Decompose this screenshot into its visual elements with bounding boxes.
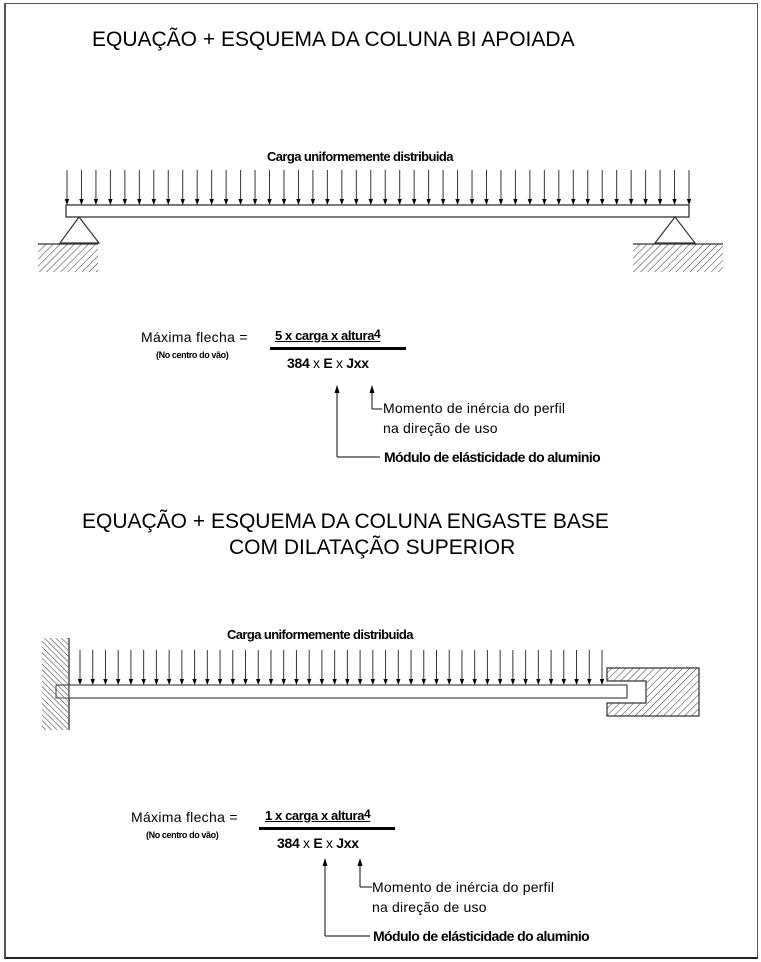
equation-2-lhs-note: (No centro do vão) — [146, 830, 219, 840]
elasticity-annotation-2: Módulo de elásticidade do aluminio — [373, 928, 590, 944]
load-label-2: Carga uniformemente distribuida — [227, 627, 413, 642]
equation-1-denominator — [287, 355, 369, 371]
inertia-annotation-1 — [383, 398, 565, 438]
section-2-title-line-2: COM DILATAÇÃO SUPERIOR — [229, 536, 516, 559]
numerator-text: x carga x altura — [271, 808, 365, 823]
denominator-jxx: Jxx — [346, 355, 369, 371]
equation-2-numerator — [265, 808, 370, 823]
beam-1 — [38, 170, 723, 272]
times-sign: x — [309, 355, 324, 371]
beam-2 — [42, 638, 699, 730]
inertia-line-1: Momento de inércia do perfil — [372, 879, 555, 895]
pin-support-left-icon — [60, 217, 99, 243]
times-sign: x — [322, 835, 337, 851]
equation-2-lhs: Máxima flecha = — [131, 809, 238, 825]
section-1-title: EQUAÇÃO + ESQUEMA DA COLUNA BI APOIADA — [92, 28, 575, 51]
inertia-annotation-2 — [372, 877, 554, 917]
load-label-1: Carga uniformemente distribuida — [267, 149, 453, 164]
denominator-e: E — [323, 355, 333, 371]
section-2-title-line-1: EQUAÇÃO + ESQUEMA DA COLUNA ENGASTE BASE — [82, 510, 609, 533]
denominator-jxx: Jxx — [336, 835, 359, 851]
times-sign: x — [299, 835, 314, 851]
pin-support-right-icon — [655, 217, 695, 243]
leaders-1 — [335, 385, 383, 457]
fraction-bar-1 — [270, 347, 406, 350]
load-arrows-1 — [65, 170, 691, 205]
numerator-text: x carga x altura — [281, 328, 375, 343]
load-arrows-2 — [78, 650, 604, 685]
inertia-line-2: na direção de uso — [372, 899, 487, 915]
denominator-constant: 384 — [287, 355, 310, 371]
numerator-exponent: 4 — [364, 807, 371, 821]
equation-1-numerator — [275, 328, 380, 343]
denominator-constant: 384 — [277, 835, 300, 851]
equation-1-lhs-note: (No centro do vão) — [156, 350, 229, 360]
numerator-exponent: 4 — [374, 327, 381, 341]
numerator-coefficient: 1 — [265, 808, 272, 823]
denominator-e: E — [313, 835, 323, 851]
leaders-2 — [323, 858, 373, 936]
equation-2-denominator — [277, 835, 359, 851]
inertia-line-2: na direção de uso — [383, 420, 498, 436]
fraction-bar-2 — [259, 827, 395, 830]
elasticity-annotation-1: Módulo de elásticidade do aluminio — [384, 449, 601, 465]
numerator-coefficient: 5 — [275, 328, 282, 343]
equation-1-lhs: Máxima flecha = — [141, 329, 248, 345]
inertia-line-1: Momento de inércia do perfil — [383, 400, 566, 416]
times-sign: x — [332, 355, 347, 371]
